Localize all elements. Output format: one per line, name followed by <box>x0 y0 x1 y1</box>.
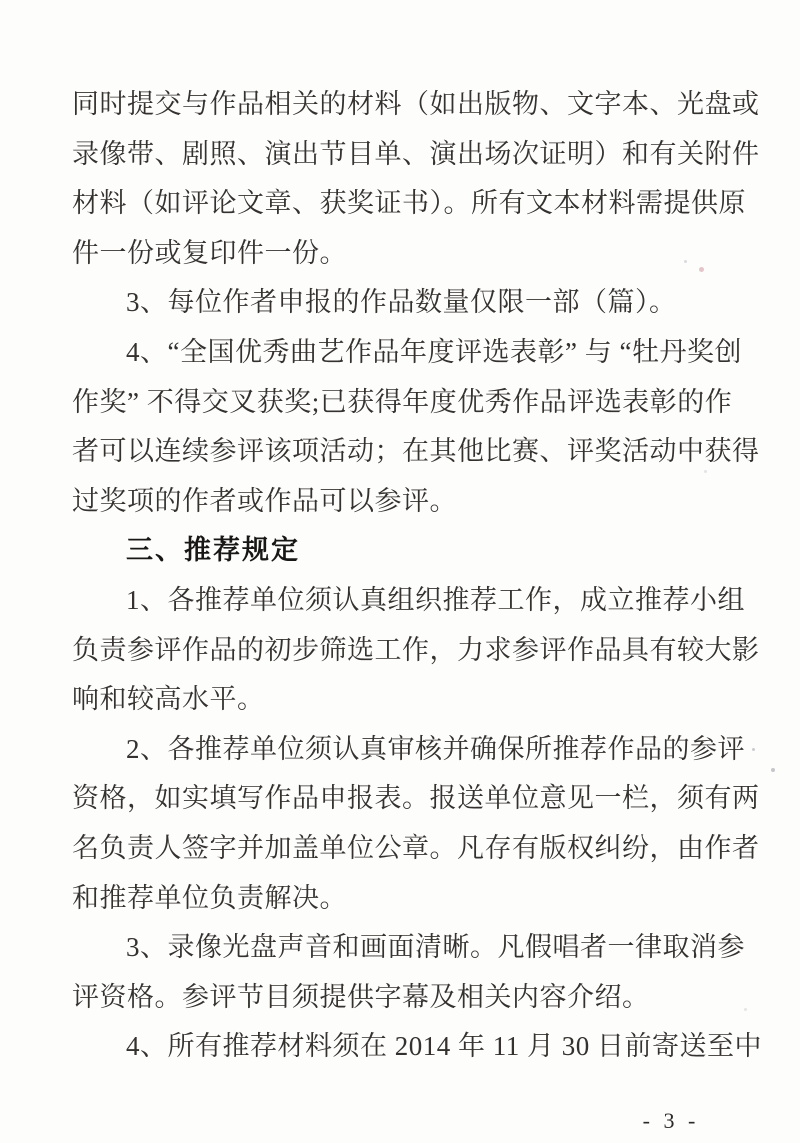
document-line: 1、各推荐单位须认真组织推荐工作，成立推荐小组 <box>126 584 745 615</box>
page-number: - 3 - <box>642 1108 700 1133</box>
scan-speck <box>699 267 704 272</box>
document-line: 名负责人签字并加盖单位公章。凡存有版权纠纷，由作者 <box>72 832 760 863</box>
document-line: 负责参评作品的初步筛选工作，力求参评作品具有较大影 <box>72 634 760 665</box>
document-line: 件一份或复印件一份。 <box>72 237 347 268</box>
document-line: 评资格。参评节目须提供字幕及相关内容介绍。 <box>72 981 650 1012</box>
document-line: 2、各推荐单位须认真审核并确保所推荐作品的参评 <box>126 733 745 764</box>
document-line: 作奖” 不得交叉获奖;已获得年度优秀作品评选表彰的作 <box>72 386 733 417</box>
section-heading: 三、推荐规定 <box>126 535 300 566</box>
document-line: 3、录像光盘声音和画面清晰。凡假唱者一律取消参 <box>126 932 745 963</box>
scan-speck <box>752 748 755 751</box>
document-line: 和推荐单位负责解决。 <box>72 882 347 913</box>
scan-speck <box>704 470 707 473</box>
document-line: 材料（如评论文章、获奖证书）。所有文本材料需提供原 <box>72 188 746 219</box>
scan-speck <box>771 768 775 772</box>
document-line: 录像带、剧照、演出节目单、演出场次证明）和有关附件 <box>72 138 760 169</box>
document-line: 响和较高水平。 <box>72 684 265 715</box>
document-line: 4、所有推荐材料须在 2014 年 11 月 30 日前寄送至中 <box>126 1031 762 1062</box>
document-line: 过奖项的作者或作品可以参评。 <box>72 485 457 516</box>
document-line: 资格，如实填写作品申报表。报送单位意见一栏，须有两 <box>72 783 760 814</box>
document-line: 同时提交与作品相关的材料（如出版物、文字本、光盘或 <box>72 89 760 119</box>
document-line: 3、每位作者申报的作品数量仅限一部（篇）。 <box>126 287 677 318</box>
scan-speck <box>744 1008 747 1011</box>
document-line: 4、“全国优秀曲艺作品年度评选表彰” 与 “牡丹奖创 <box>126 336 742 367</box>
document-text-block <box>72 80 762 1072</box>
scan-speck <box>684 260 687 263</box>
document-line: 者可以连续参评该项活动；在其他比赛、评奖活动中获得 <box>72 436 760 467</box>
